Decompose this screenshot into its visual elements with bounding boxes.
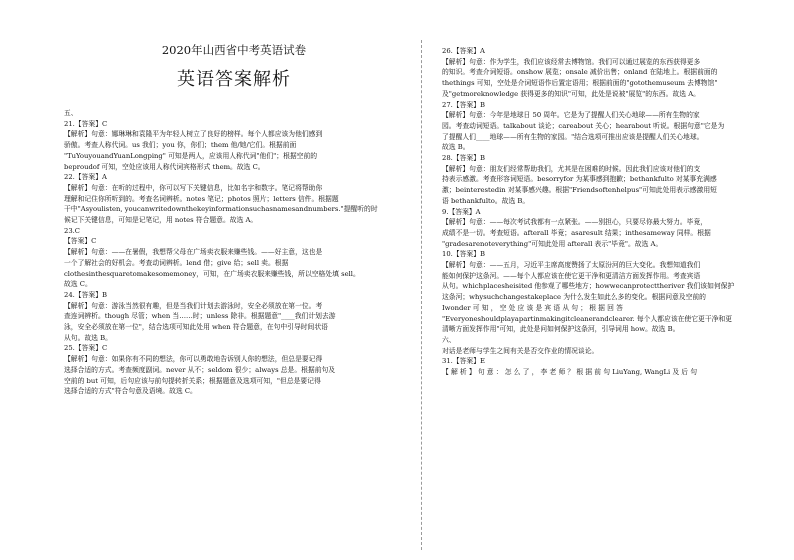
left-text-line: 从句。故选 B。	[64, 333, 112, 342]
left-text-line: 选择合适的方式。考查频度副词。never 从不；seldom 很少；always 总是。根据前句及	[64, 365, 336, 374]
left-text-line: 【解析】句意：游泳当然很有趣，但是当我们计划去游泳时，安全必须放在第一位。考	[64, 301, 323, 310]
right-text-line: "Everyoneshouldplayapartinmakingitcleanerandclearer. 每个人都应该在使它更干净和更	[442, 314, 733, 323]
right-text-line: 故选 B。	[442, 143, 470, 152]
right-text-line: 【解析】句意：作为学生，我们应该经常去博物馆。我们可以通过展览的东西获得更多	[442, 57, 701, 66]
right-text-line: 26.【答案】A	[442, 47, 485, 55]
left-text-line: 25.【答案】C	[64, 344, 108, 353]
left-text-line: 查连词辨析。though 尽管；when 当……时；unless 除非。根据题意"____我们计划去游	[64, 312, 336, 321]
right-column	[442, 0, 780, 560]
right-text-line: 语 bethankfulto。故选 B。	[442, 196, 530, 205]
left-text-line: 理解和记住你所听到的。考查名词辨析。notes 笔记；photos 照片；letters 信件。根据题	[64, 194, 339, 203]
right-text-line: 激；beinterestedin 对某事感兴趣。根据"Friendsoftenhelpus"可知此处用表示感激用短	[442, 186, 717, 195]
left-text-line: clothesinthesquaretomakesomemoney，可知，在广场卖衣服来赚些钱，所以空格处填 sell。	[64, 269, 360, 278]
left-text-line: 【答案】C	[64, 237, 97, 246]
left-text-line: 候记下关键信息，可知是记笔记，用 notes 符合题意。故选 A。	[64, 216, 258, 225]
right-text-line: "gradesarenoteverything"可知此处用 afterall 表示"毕竟"。故选 A。	[442, 239, 663, 248]
right-text-line: 【解析】句意：——五月，习近平主席高度赞扬了太原汾河的巨大变化。我想知道我们	[442, 261, 701, 270]
right-text-line: 园。考查动词短语。talkabout 谈论；careabout 关心；hearabout 听说。根据句意"它是为	[442, 121, 725, 130]
right-text-line: 持表示感激。考查形容词短语。besorryfor 为某事感到抱歉；bethankfulto 对某事充满感	[442, 175, 717, 184]
section-label-five: 五、	[64, 109, 78, 117]
left-text-line: 【解析】句意：——在暑假，我想帮父母在广场卖衣服来赚些钱。——好主意，这也是	[64, 248, 323, 257]
left-text-line: 【解析】句意：娜琳琳和袁隆平为年轻人树立了良好的榜样。每个人都应该为他们感到	[64, 130, 323, 139]
left-text-line: beproudof 可知，空处应该用人称代词宾格形式 them。故选 C。	[64, 162, 265, 171]
right-text-line: 这条河；whysuchchangestakeplace 为什么发生如此么多的变化。根据问意及空前的	[442, 293, 706, 302]
left-text-lines	[64, 119, 404, 397]
right-text-line: 9.【答案】A	[442, 207, 481, 216]
right-text-line: 31.【答案】E	[442, 357, 485, 366]
document-heading: 英语答案解析	[177, 69, 291, 90]
left-text-line: 选择合适的方式"符合句意及语境。故选 C。	[64, 387, 197, 396]
left-text-line: 【解析】句意：在听的过程中，你可以写下关键信息，比如名字和数字。笔记将帮助你	[64, 183, 323, 192]
left-text-line: "TuYouyouandYuanLongping" 可知是两人，应该用人称代词"他们"；根据空前的	[64, 151, 318, 160]
right-text-line: 成绩不是一切。考查短语。afterall 毕竟；asaresult 结果；inthesameway 同样。根据	[442, 228, 711, 237]
left-text-line: 干中"Asyoulisten, youcanwritedownthekeyinformationsuchasnamesandnumbers."提醒听的时	[64, 205, 378, 214]
left-column	[64, 0, 404, 560]
right-text-line: 了提醒人们____地球——所有生物的家园。"结合选项可推出应该是提醒人们关心地球。	[442, 132, 704, 141]
right-text-line: 【 解 析 】 句 意 ： 怎 么 了 ， 李 老 师 ？ 根 据 前 句 LiuYang, WangLi 及 后 句	[442, 368, 698, 377]
right-text-line: 10.【答案】B	[442, 250, 485, 259]
right-text-line: 【解析】句意：——每次考试我都有一点紧张。——别担心，只要尽你最大努力。毕竟，	[442, 218, 708, 227]
right-text-line: 对话是老师与学生之间有关是否交作业的情况谈论。	[442, 346, 599, 355]
right-text-line: 及"getmoreknowledge 获得更多的知识"可知，此处是说被"展览"的东西。故选 A。	[442, 89, 700, 98]
column-divider	[421, 40, 422, 550]
right-text-line: Iwonder 可 知 ， 空 处 应 该 是 宾 语 从 句 ； 根 据 回 答	[442, 303, 623, 312]
left-text-line: 21.【答案】C	[64, 119, 108, 128]
left-text-line: 故选 C。	[64, 280, 92, 289]
right-text-line: 清晰方面发挥作用"可知，此处是问如何保护这条河，引导词用 how。故选 B。	[442, 325, 680, 334]
right-text-lines	[442, 46, 780, 378]
right-text-line: 28.【答案】B	[442, 154, 485, 163]
document-title: 2020年山西省中考英语试卷	[161, 43, 307, 57]
left-text-line: 22.【答案】A	[64, 173, 107, 182]
right-text-line: thethings 可知，空处是介词短语作后置定语用；根据前面的"gotothemuseum 去博物馆"	[442, 79, 718, 88]
right-text-line: 【解析】句意：朋友们经常帮助我们，尤其是在困难的时候。因此我们应该对他们的支	[442, 164, 701, 173]
right-text-line: 的知识。考查介词短语。onshow 展览；onsale 减价出售；onland 在陆地上。根据前面的	[442, 68, 718, 77]
right-text-line: 【解析】句意：今年是地球日 50 周年。它是为了提醒人们关心地球——所有生物的家	[442, 111, 700, 120]
left-text-line: 一个了解社会的好机会。考查动词辨析。lend 借；give 给；sell 卖。根据	[64, 258, 289, 267]
left-text-line: 【解析】句意：如果你有不同的想法，你可以勇敢地告诉别人你的想法，但总是要记得	[64, 355, 323, 364]
left-text-line: 23.C	[64, 226, 81, 235]
left-text-line: 骄傲。考查人称代词。us 我们；you 你，你们；them 他/她/它们。根据前面	[64, 141, 297, 150]
right-text-line: 能如何保护这条河。——每个人都应该在使它更干净和更清洁方面发挥作用。考查宾语	[442, 271, 701, 280]
left-text-line: 泳，安全必须放在第一位"，结合选项可知此处用 when 符合题意，在句中引导时间状语	[64, 323, 328, 332]
left-text-line: 24.【答案】B	[64, 290, 107, 299]
right-text-line: 27.【答案】B	[442, 100, 485, 109]
right-text-line: 六、	[442, 335, 456, 344]
right-text-line: 从句。whichplacesheisited 他参观了哪些地方；howwecanprotecttheriver 我们该如何保护	[442, 282, 735, 291]
left-text-line: 空前的 but 可知，后句应该与前句提转折关系；根据题意及选项可知，"但总是要记得	[64, 376, 321, 385]
